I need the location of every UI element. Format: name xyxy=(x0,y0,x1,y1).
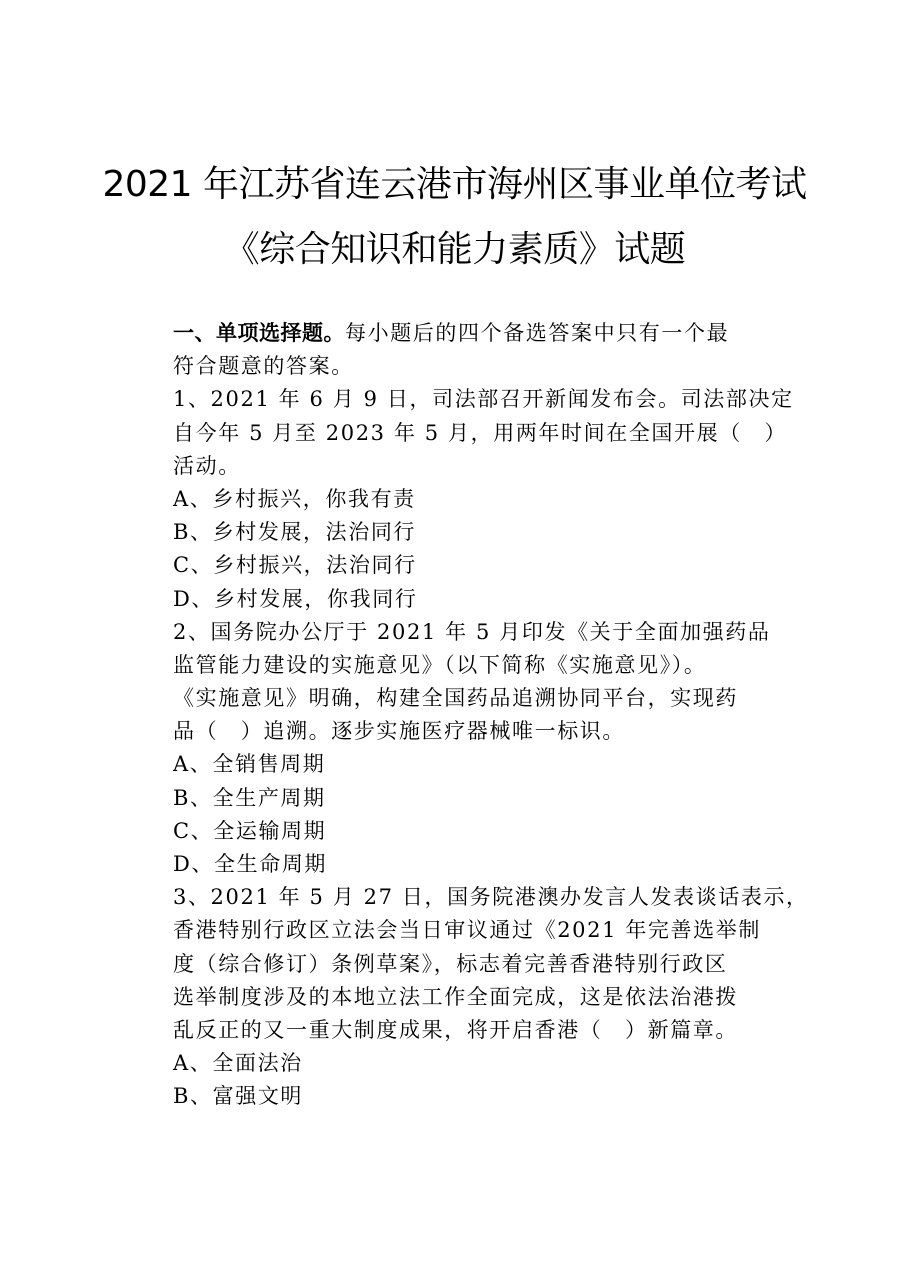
answer-option-b: B、全生产周期 xyxy=(173,785,326,810)
question-text-line: 乱反正的又一重大制度成果，将开启香港（ ）新篇章。 xyxy=(173,1017,738,1042)
answer-option-d: D、全生命周期 xyxy=(173,852,328,876)
answer-option-c: C、全运输周期 xyxy=(173,818,327,843)
document-body xyxy=(173,317,813,1114)
answer-option-a: A、乡村振兴，你我有责 xyxy=(173,486,416,511)
answer-option-d: D、乡村发展，你我同行 xyxy=(173,586,418,611)
question-text-line: 活动。 xyxy=(173,453,241,478)
question-2 xyxy=(173,616,813,882)
question-text-line: 香港特别行政区立法会当日审议通过《2021 年完善选举制 xyxy=(173,918,761,943)
question-1 xyxy=(173,383,813,615)
question-text-line: 选举制度涉及的本地立法工作全面完成，这是依法治港拨 xyxy=(173,984,738,1009)
document-title-line-1: 2021 年江苏省连云港市海州区事业单位考试 xyxy=(102,164,807,205)
question-text-line: 品（ ）追溯。逐步实施医疗器械唯一标识。 xyxy=(173,719,625,744)
question-text-line: 《实施意见》明确，构建全国药品追溯协同平台，实现药 xyxy=(173,686,738,711)
section-description-continued: 符合题意的答案。 xyxy=(173,354,354,379)
answer-option-c: C、乡村振兴，法治同行 xyxy=(173,553,417,578)
question-text-line: 1、2021 年 6 月 9 日，司法部召开新闻发布会。司法部决定 xyxy=(173,387,794,412)
question-text-line: 自今年 5 月至 2023 年 5 月，用两年时间在全国开展（ ） xyxy=(173,420,788,445)
question-3 xyxy=(173,881,813,1113)
document-title-line-2: 《综合知识和能力素质》试题 xyxy=(223,229,686,270)
question-text-line: 监管能力建设的实施意见》（以下简称《实施意见》）。 xyxy=(173,652,707,677)
section-heading-line xyxy=(173,317,813,350)
answer-option-a: A、全销售周期 xyxy=(173,752,326,777)
section-description: 每小题后的四个备选答案中只有一个最 xyxy=(345,321,730,345)
section-heading: 一、单项选择题。 xyxy=(173,321,345,345)
answer-option-a: A、全面法治 xyxy=(173,1051,303,1076)
answer-option-b: B、富强文明 xyxy=(173,1084,304,1109)
question-text-line: 3、2021 年 5 月 27 日，国务院港澳办发言人发表谈话表示， xyxy=(173,885,809,910)
question-text-line: 度（综合修订）条例草案》，标志着完善香港特别行政区 xyxy=(173,951,728,976)
answer-option-b: B、乡村发展，法治同行 xyxy=(173,520,417,545)
question-text-line: 2、国务院办公厅于 2021 年 5 月印发《关于全面加强药品 xyxy=(173,619,771,644)
